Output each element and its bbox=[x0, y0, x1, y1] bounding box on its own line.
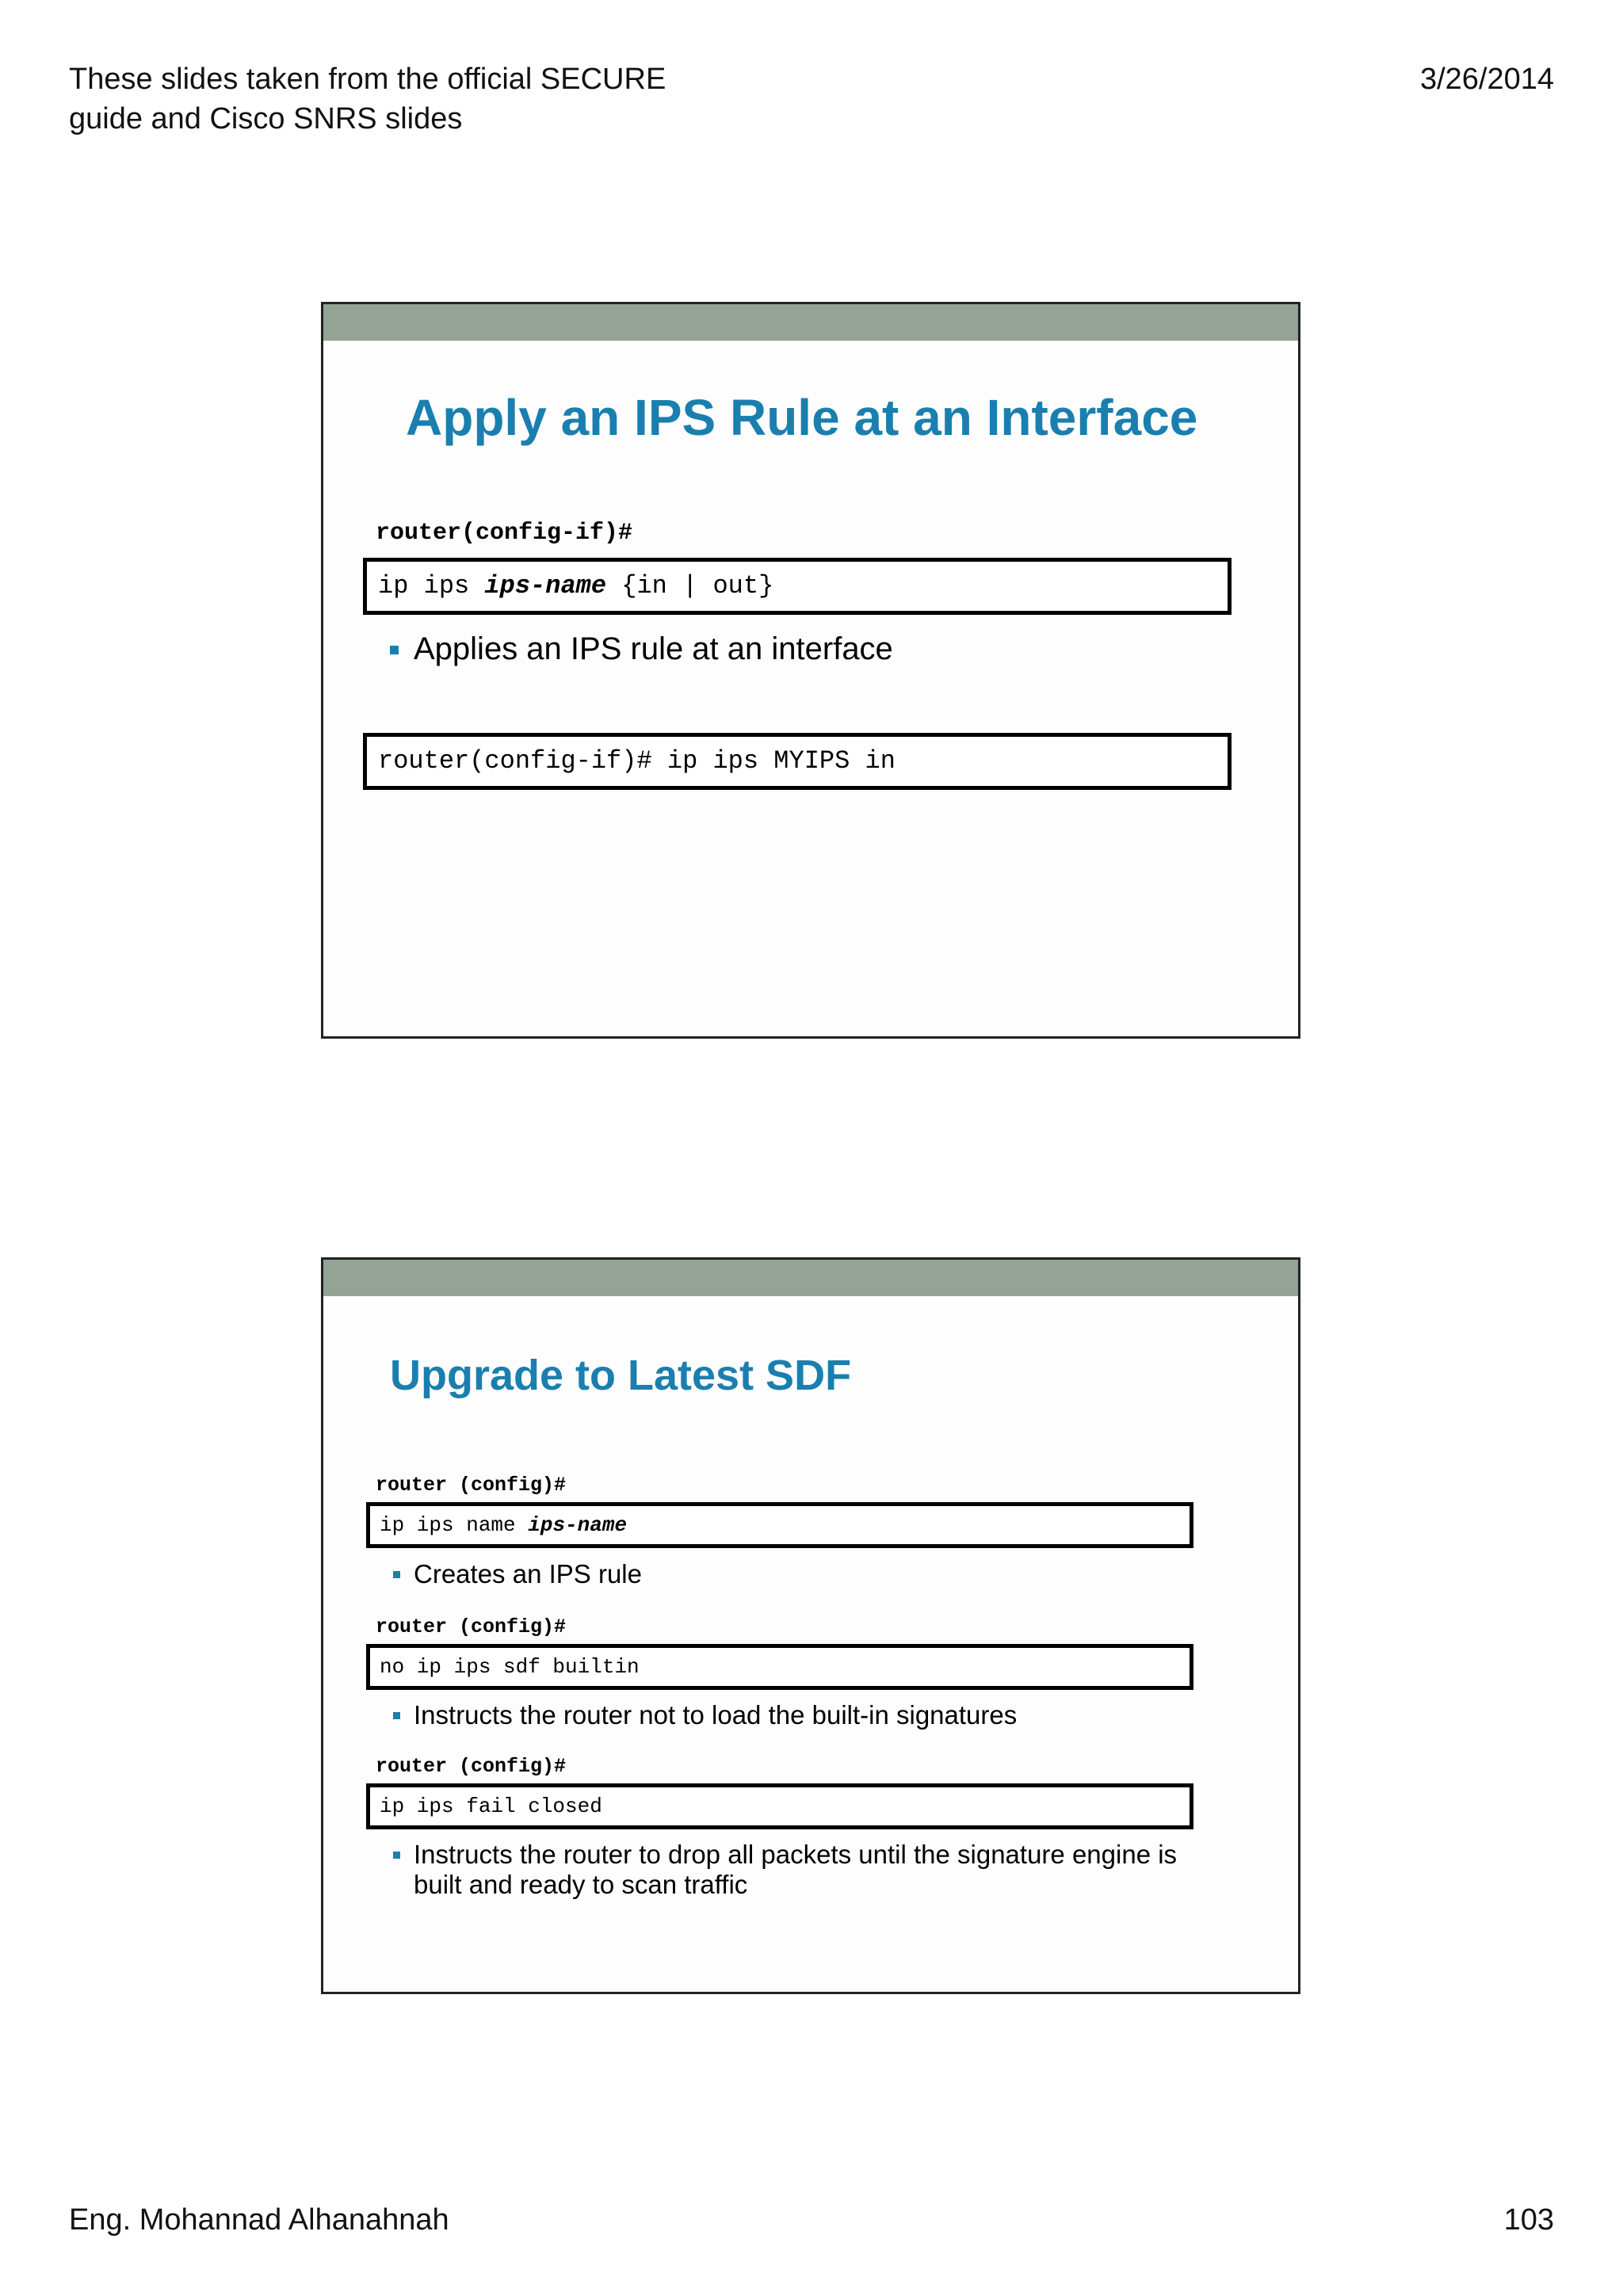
command-text: ip ips fail closed bbox=[380, 1794, 602, 1818]
bullet-item bbox=[393, 1700, 1270, 1730]
command-suffix: {in | out} bbox=[606, 571, 774, 601]
footer-page-number: 103 bbox=[1503, 2203, 1554, 2237]
mode-prompt: router (config)# bbox=[376, 1615, 567, 1638]
bullet-square-icon bbox=[390, 646, 399, 654]
header-line-2: guide and Cisco SNRS slides bbox=[69, 102, 463, 135]
bullet-square-icon bbox=[393, 1571, 400, 1578]
header-date: 3/26/2014 bbox=[1419, 63, 1554, 96]
command-argument: ips-name bbox=[484, 571, 607, 601]
command-text: no ip ips sdf builtin bbox=[380, 1655, 640, 1679]
bullet-text-line-2: built and ready to scan traffic bbox=[414, 1870, 748, 1899]
bullet-text: Creates an IPS rule bbox=[414, 1559, 642, 1589]
bullet-text: Applies an IPS rule at an interface bbox=[414, 631, 893, 666]
mode-prompt: router (config)# bbox=[376, 1755, 567, 1778]
bullet-item bbox=[393, 1840, 1270, 1900]
command-prefix: ip ips bbox=[378, 571, 485, 601]
command-syntax-box bbox=[363, 558, 1232, 615]
header-line-1: These slides taken from the official SECURE bbox=[69, 63, 666, 96]
slide-title: Upgrade to Latest SDF bbox=[390, 1352, 852, 1399]
slide-top-bar bbox=[323, 1260, 1298, 1296]
bullet-item bbox=[390, 629, 893, 669]
bullet-text-line-1: Instructs the router to drop all packets until the signature engine is bbox=[414, 1840, 1178, 1869]
command-box bbox=[366, 1783, 1193, 1829]
bullet-text: Instructs the router not to load the built-in signatures bbox=[414, 1700, 1018, 1730]
mode-prompt: router (config)# bbox=[376, 1474, 567, 1497]
command-box bbox=[366, 1502, 1193, 1548]
bullet-square-icon bbox=[393, 1712, 400, 1719]
header-source-note bbox=[69, 59, 782, 139]
bullet-square-icon bbox=[393, 1852, 400, 1859]
command-example-box bbox=[363, 733, 1232, 790]
mode-prompt: router(config-if)# bbox=[376, 520, 633, 547]
footer-author: Eng. Mohannad Alhanahnah bbox=[69, 2203, 449, 2237]
command-box bbox=[366, 1644, 1193, 1690]
slide-apply-ips-rule bbox=[321, 302, 1300, 1039]
slide-upgrade-sdf bbox=[321, 1257, 1300, 1994]
command-prefix: ip ips name bbox=[380, 1513, 529, 1537]
slide-top-bar bbox=[323, 304, 1298, 341]
example-prompt: router(config-if)# bbox=[378, 746, 652, 776]
slide-title: Apply an IPS Rule at an Interface bbox=[406, 389, 1198, 446]
bullet-item bbox=[393, 1559, 1270, 1589]
command-argument: ips-name bbox=[528, 1513, 628, 1537]
example-command: ip ips MYIPS in bbox=[651, 746, 896, 776]
